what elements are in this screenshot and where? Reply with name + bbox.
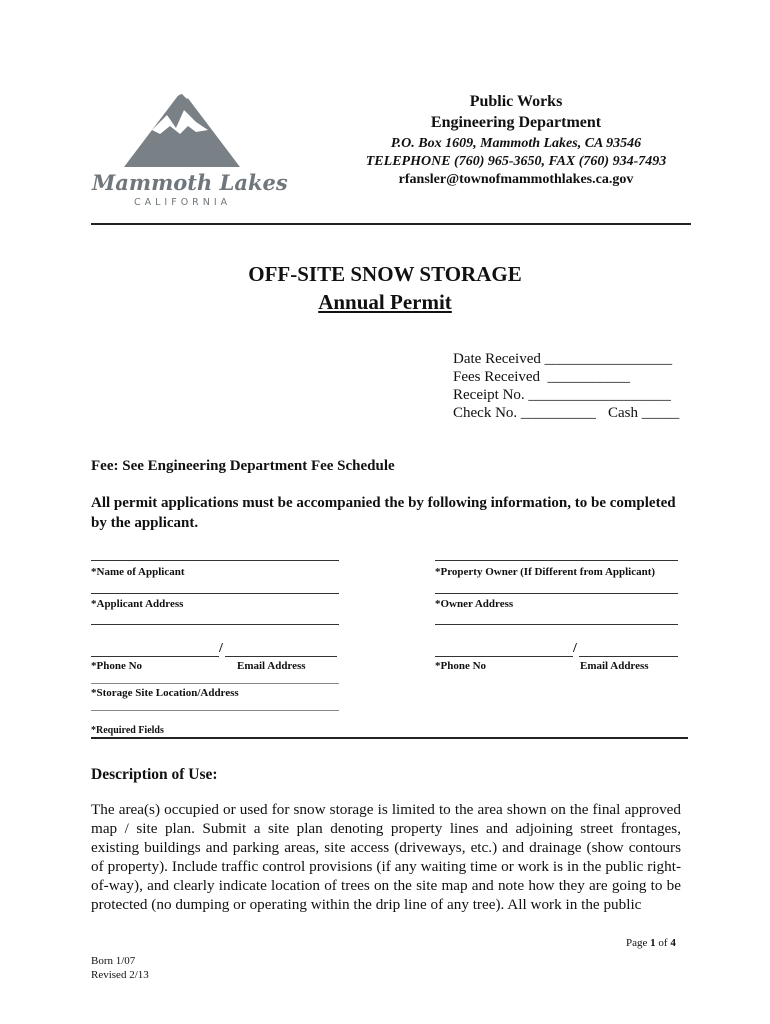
description-heading: Description of Use: xyxy=(91,766,218,783)
dept-address: P.O. Box 1609, Mammoth Lakes, CA 93546 xyxy=(390,136,642,151)
property-owner-line[interactable] xyxy=(435,560,678,561)
permit-subtitle: Annual Permit xyxy=(318,290,452,314)
logo-subtitle: CALIFORNIA xyxy=(134,197,232,208)
email-label-left: Email Address xyxy=(237,660,306,672)
date-received-field[interactable]: Date Received _________________ xyxy=(453,351,673,367)
email-line-left[interactable] xyxy=(225,656,337,657)
dept-subname: Engineering Department xyxy=(430,114,602,131)
phone-email-separator-right: / xyxy=(573,641,577,656)
header-divider xyxy=(91,223,691,225)
owner-address-label: *Owner Address xyxy=(435,598,514,610)
page-total: 4 xyxy=(670,937,676,949)
owner-address-line[interactable] xyxy=(435,593,678,594)
applicant-address-line-2[interactable] xyxy=(91,624,339,625)
storage-site-line-2[interactable] xyxy=(91,710,339,711)
phone-no-label-right: *Phone No xyxy=(435,660,487,672)
phone-line-right[interactable] xyxy=(435,656,573,657)
cash-field[interactable]: Cash _____ xyxy=(608,405,680,421)
property-owner-label: *Property Owner (If Different from Applicant) xyxy=(435,566,656,578)
permit-title: OFF-SITE SNOW STORAGE xyxy=(248,262,522,286)
page-current: 1 xyxy=(650,937,656,949)
form-bottom-divider xyxy=(91,737,688,739)
dept-phone: TELEPHONE (760) 965-3650, FAX (760) 934-7493 xyxy=(365,154,667,169)
dept-email[interactable]: rfansler@townofmammothlakes.ca.gov xyxy=(398,172,634,187)
dept-name: Public Works xyxy=(469,93,563,110)
name-of-applicant-line[interactable] xyxy=(91,560,339,561)
phone-no-label-left: *Phone No xyxy=(91,660,143,672)
email-label-right: Email Address xyxy=(580,660,649,672)
page-of: of xyxy=(655,937,671,949)
storage-site-label: *Storage Site Location/Address xyxy=(91,687,239,699)
logo-wordmark: Mammoth Lakes xyxy=(92,170,288,195)
page-prefix: Page xyxy=(626,937,651,949)
fees-received-field[interactable]: Fees Received ___________ xyxy=(453,369,631,385)
description-body: The area(s) occupied or used for snow storage is limited to the area shown on the final approved map / site plan. Submit a site plan denoting property lines and adjoining street frontages, existing buildings and parking areas, site access (driveways, etc.) and drainage (show contours of property). Include traffic control provisions (if any waiting time or work is in the public right-of-way), and clearly indicate location of trees on the site map and note how they are going to be protected (no dumping or operating within the drip line of any tree). All work in the public xyxy=(91,801,681,913)
applicant-address-label: *Applicant Address xyxy=(91,598,184,610)
owner-address-line-2[interactable] xyxy=(435,624,678,625)
page-number xyxy=(626,937,676,949)
revised-date: Revised 2/13 xyxy=(91,969,149,981)
applicant-address-line[interactable] xyxy=(91,593,339,594)
check-no-field[interactable]: Check No. __________ xyxy=(453,405,596,421)
phone-email-separator-left: / xyxy=(219,641,223,656)
fee-note: Fee: See Engineering Department Fee Schedule xyxy=(91,458,395,474)
born-date: Born 1/07 xyxy=(91,955,136,967)
instructions-text: All permit applications must be accompanied the by following information, to be completed by the applicant. xyxy=(91,495,676,531)
phone-line-left[interactable] xyxy=(91,656,219,657)
name-of-applicant-label: *Name of Applicant xyxy=(91,566,185,578)
email-line-right[interactable] xyxy=(579,656,678,657)
receipt-no-field[interactable]: Receipt No. ___________________ xyxy=(453,387,671,403)
required-fields-note: *Required Fields xyxy=(91,725,164,736)
storage-site-line[interactable] xyxy=(91,683,339,684)
